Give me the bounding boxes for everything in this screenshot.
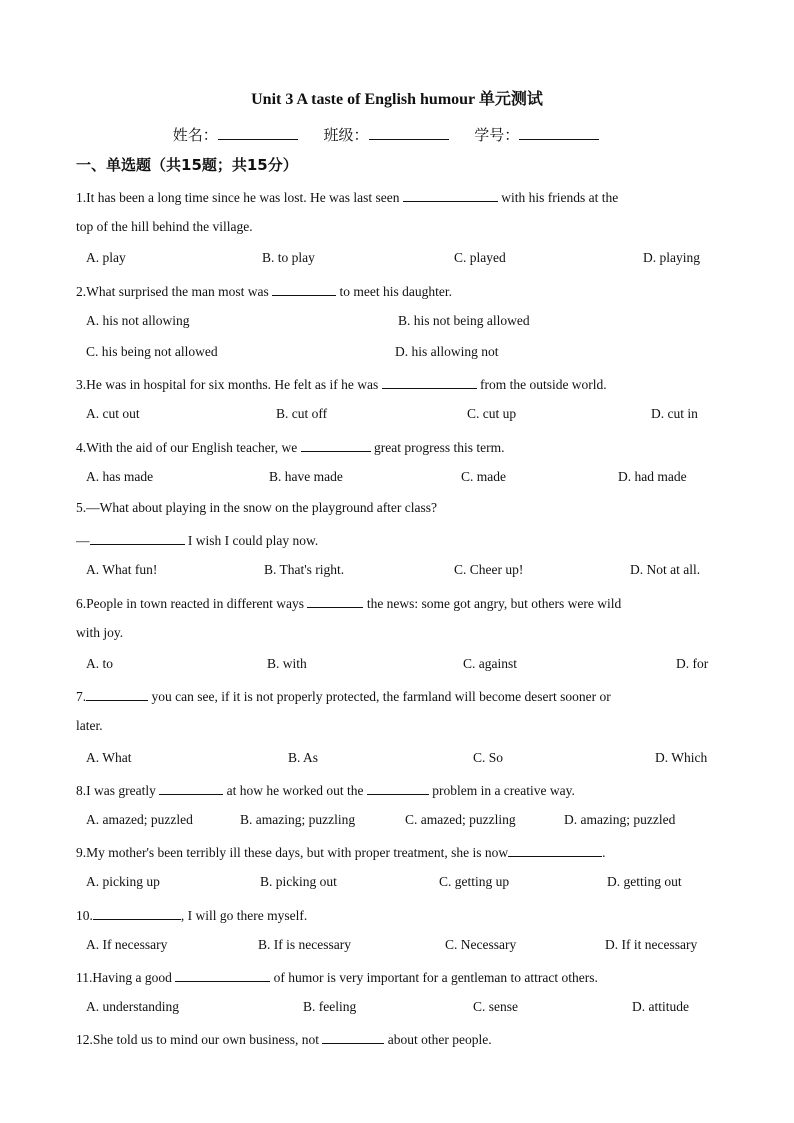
option-c[interactable]: C. amazed; puzzling: [405, 812, 516, 827]
option-b[interactable]: B. picking out: [260, 874, 337, 889]
option-d[interactable]: D. playing: [643, 250, 700, 265]
section-heading: 一、单选题（共15题；共15分）: [76, 156, 298, 174]
option-a[interactable]: A. If necessary: [86, 937, 168, 952]
question-text: from the outside world.: [479, 377, 607, 392]
question-text: great progress this term.: [373, 440, 505, 455]
option-d[interactable]: D. had made: [618, 469, 687, 484]
dash: —: [76, 533, 90, 548]
question-text: to meet his daughter.: [339, 284, 452, 299]
answer-blank[interactable]: [159, 781, 223, 795]
option-a[interactable]: A. to: [86, 656, 113, 671]
question-8: [76, 781, 575, 799]
option-c[interactable]: C. his being not allowed: [86, 344, 218, 359]
question-text: 4.With the aid of our English teacher, we: [76, 440, 298, 455]
question-text: 8.I was greatly: [76, 783, 156, 798]
option-d[interactable]: D. amazing; puzzled: [564, 812, 676, 827]
question-2: [76, 282, 452, 300]
question-text: 11.Having a good: [76, 970, 172, 985]
question-text: at how he worked out the: [226, 783, 364, 798]
question-text: I wish I could play now.: [187, 533, 319, 548]
answer-blank[interactable]: [367, 781, 429, 795]
question-6: [76, 594, 621, 612]
option-a[interactable]: A. has made: [86, 469, 154, 484]
answer-blank[interactable]: [403, 188, 498, 202]
answer-blank[interactable]: [322, 1030, 384, 1044]
question-text: of humor is very important for a gentleman to attract others.: [273, 970, 598, 985]
option-c[interactable]: C. getting up: [439, 874, 510, 889]
option-d[interactable]: D. If it necessary: [605, 937, 698, 952]
option-d[interactable]: D. attitude: [632, 999, 689, 1014]
question-text: 12.She told us to mind our own business, not: [76, 1032, 320, 1047]
question-1: [76, 188, 618, 206]
option-c[interactable]: C. played: [454, 250, 506, 265]
answer-blank[interactable]: [272, 282, 336, 296]
option-a[interactable]: A. understanding: [86, 999, 179, 1014]
option-c[interactable]: C. Necessary: [445, 937, 517, 952]
option-a[interactable]: A. his not allowing: [86, 313, 190, 328]
option-b[interactable]: B. have made: [269, 469, 343, 484]
option-b[interactable]: B. As: [288, 750, 319, 765]
option-b[interactable]: B. cut off: [276, 406, 328, 421]
option-d[interactable]: D. Which: [655, 750, 708, 765]
option-a[interactable]: A. What: [86, 750, 132, 765]
student-info-row: [0, 124, 794, 145]
question-text: you can see, if it is not properly protected, the farmland will become desert sooner or: [151, 689, 611, 704]
option-d[interactable]: D. his allowing not: [395, 344, 499, 359]
option-d[interactable]: D. Not at all.: [630, 562, 701, 577]
option-a[interactable]: A. cut out: [86, 406, 140, 421]
answer-blank[interactable]: [93, 906, 181, 920]
option-d[interactable]: D. getting out: [607, 874, 682, 889]
option-b[interactable]: B. That's right.: [264, 562, 345, 577]
question-4: [76, 438, 504, 456]
option-a[interactable]: A. play: [86, 250, 126, 265]
answer-blank[interactable]: [90, 531, 185, 545]
question-9: [76, 843, 605, 861]
option-c[interactable]: C. Cheer up!: [454, 562, 524, 577]
period: .: [602, 845, 606, 860]
option-b[interactable]: B. his not being allowed: [398, 313, 530, 328]
question-text: 6.People in town reacted in different ways: [76, 596, 305, 611]
class-blank[interactable]: [369, 125, 449, 140]
option-a[interactable]: A. What fun!: [86, 562, 158, 577]
option-c[interactable]: C. made: [461, 469, 506, 484]
question-12: [76, 1030, 492, 1048]
answer-blank[interactable]: [382, 375, 477, 389]
question-text: 1.It has been a long time since he was lost. He was last seen: [76, 190, 400, 205]
option-b[interactable]: B. to play: [262, 250, 315, 265]
option-b[interactable]: B. If is necessary: [258, 937, 351, 952]
question-text: the news: some got angry, but others were wild: [366, 596, 622, 611]
option-b[interactable]: B. with: [267, 656, 307, 671]
id-label: 学号：: [474, 128, 520, 144]
question-7: [76, 687, 611, 705]
option-d[interactable]: D. for: [676, 656, 709, 671]
question-text: 9.My mother's been terribly ill these days, but with proper treatment, she is now: [76, 845, 509, 860]
question-text: about other people.: [387, 1032, 492, 1047]
question-text: , I will go there myself.: [180, 908, 308, 923]
question-number: 7.: [76, 689, 87, 704]
question-1-cont: top of the hill behind the village.: [76, 219, 253, 234]
answer-blank[interactable]: [86, 687, 148, 701]
page-title: Unit 3 A taste of English humour 单元测试: [251, 91, 543, 108]
question-text: 3.He was in hospital for six months. He felt as if he was: [76, 377, 379, 392]
name-blank[interactable]: [218, 125, 298, 140]
question-11: [76, 968, 598, 986]
question-10: [76, 906, 307, 924]
question-6-cont: with joy.: [76, 625, 124, 640]
id-blank[interactable]: [519, 125, 599, 140]
question-5-reply: [76, 531, 318, 549]
question-text: 2.What surprised the man most was: [76, 284, 269, 299]
answer-blank[interactable]: [508, 843, 602, 857]
question-7-cont: later.: [76, 718, 103, 733]
option-a[interactable]: A. picking up: [86, 874, 160, 889]
answer-blank[interactable]: [307, 594, 363, 608]
question-5: 5.—What about playing in the snow on the playground after class?: [76, 500, 438, 515]
answer-blank[interactable]: [301, 438, 371, 452]
question-text: with his friends at the: [501, 190, 619, 205]
answer-blank[interactable]: [175, 968, 270, 982]
question-3: [76, 375, 607, 393]
class-label: 班级：: [323, 128, 369, 144]
option-d[interactable]: D. cut in: [651, 406, 698, 421]
option-c[interactable]: C. So: [473, 750, 504, 765]
option-c[interactable]: C. against: [463, 656, 517, 671]
option-b[interactable]: B. feeling: [303, 999, 357, 1014]
option-c[interactable]: C. cut up: [467, 406, 517, 421]
option-b[interactable]: B. amazing; puzzling: [240, 812, 356, 827]
option-c[interactable]: C. sense: [473, 999, 518, 1014]
option-a[interactable]: A. amazed; puzzled: [86, 812, 193, 827]
name-label: 姓名：: [172, 128, 218, 144]
question-text: problem in a creative way.: [432, 783, 575, 798]
question-number: 10.: [76, 908, 93, 923]
